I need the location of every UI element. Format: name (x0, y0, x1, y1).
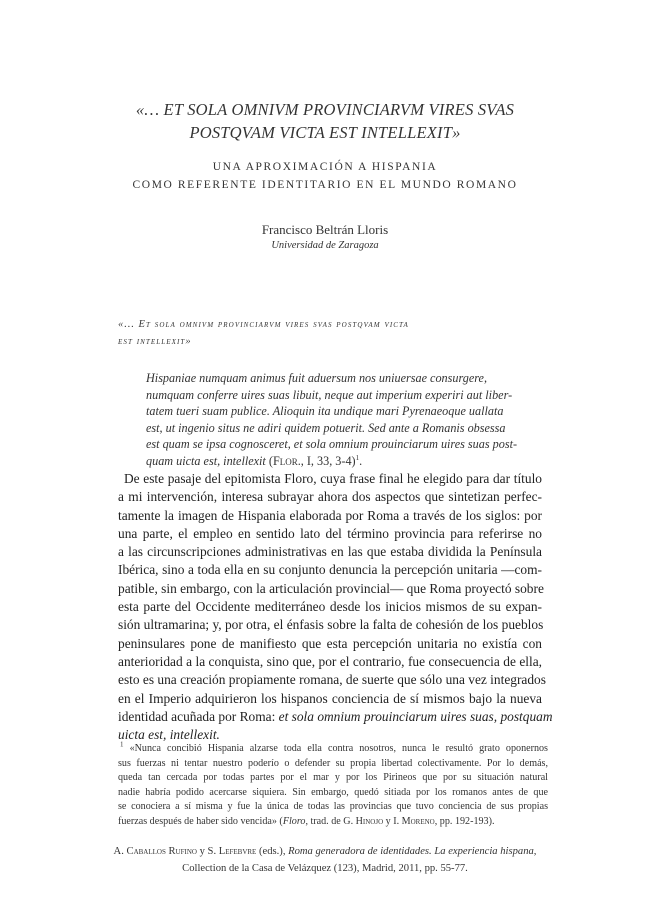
citation-footer-line-2: Collection de la Casa de Velázquez (123), Madrid, 2011, pp. 55-77. (182, 863, 468, 874)
fn-last-and: y I. (383, 815, 402, 827)
section-heading-line-1: «… Et sola omnivm provinciarvm vires svas postqvam victa (118, 319, 409, 330)
citation-end: . (359, 453, 363, 468)
footer-editor1: Caballos Rufino (126, 846, 197, 857)
footnote-line (118, 742, 548, 757)
footnote-line: queda tan cercada por todas partes por el mar y por los Pirineos que por su situación natural (118, 772, 548, 784)
footnote-line (118, 815, 548, 830)
quote-last-line (146, 453, 542, 470)
body-line: en el Imperio adquirieron los hispanos conciencia de sí mismos bajo la nueva (118, 690, 542, 706)
footnote-line: nadie habría podido acercarse siquiera. Sin embargo, quedó sitiada por los romanos antes de que (118, 786, 548, 798)
body-line: tamente la imagen de Hispania elaborada por Roma a través de los siglos: por (118, 507, 542, 523)
article-title-line-1: «… ET SOLA OMNIVM PROVINCIARVM VIRES SVAS (135, 100, 515, 119)
quote-line: numquam conferre uires suas libuit, neque aut imperium experiri aut liber- (146, 387, 513, 402)
body-line-15-latin: uicta est, intellexit. (118, 727, 220, 743)
body-line: a las circunscripciones administrativas en las que estaba dividida la Península (118, 544, 542, 560)
body-line-14-latin: et sola omnium prouinciarum uires suas, postquam (278, 708, 553, 724)
footer-book-title: Roma generadora de identidades. La experiencia hispana, (288, 846, 537, 857)
footnote (118, 742, 548, 830)
body-line: patible, sin embargo, con la articulación provincial— que Roma proyectó sobre (118, 580, 544, 596)
fn-last-prefix: fuerzas después de haber sido vencida» ( (118, 815, 283, 827)
body-line (118, 708, 553, 726)
citation-open: ( (265, 453, 273, 468)
footer-and: y S. (196, 846, 219, 857)
section-heading-line-2: est intellexit» (118, 336, 192, 347)
article-subtitle-line-2: COMO REFERENTE IDENTITARIO EN EL MUNDO ROMANO (132, 179, 518, 191)
footer-initial1: A. (113, 846, 127, 857)
fn-last-name2: Moreno (401, 815, 435, 827)
body-line: esto es una creación propiamente romana, de suerte que sólo una vez integrados (118, 672, 546, 688)
footer-eds: (eds.), (256, 846, 289, 857)
body-line: sión ultramarina; y, por otra, el énfasis sobre la falta de cohesión de los pueblos (118, 617, 544, 633)
body-line: esta parte del Occidente mediterráneo desde los inicios mismos de su expan- (118, 599, 542, 615)
quote-line: est, ut ingenio situs ne adiri quidem potuerit. Sed ante a Romanis obsessa (146, 420, 506, 435)
quote-line: tatem tueri suam publice. Alioquin ita undique mari Pyrenaeoque uallata (146, 404, 504, 419)
footnote-line: se conociera a sí misma y fue la única de todas las provincias que tuvo conciencia de sus propias (118, 801, 548, 813)
footer-editor2: Lefebvre (218, 846, 257, 857)
quote-last-text: quam uicta est, intellexit (146, 453, 266, 468)
body-line: De este pasaje del epitomista Floro, cuya frase final he elegido para dar título (124, 471, 542, 486)
body-line: una parte, el empleo en sentido lato del término provincia para referirse no (118, 525, 542, 541)
footnote-mark: 1 (120, 740, 124, 749)
article-title-line-2: POSTQVAM VICTA EST INTELLEXIT» (189, 123, 461, 142)
citation-footer-line-1 (60, 844, 590, 860)
article-subtitle-line-1: UNA APROXIMACIÓN A HISPANIA (212, 161, 438, 173)
body-line: a mi intervención, interesa subrayar ahora dos aspectos que sintetizan perfec- (118, 489, 542, 505)
citation-ref: , I, 33, 3-4) (300, 453, 356, 468)
fn-last-work: Floro (282, 815, 306, 827)
body-paragraph (118, 470, 553, 744)
body-line-14-text: identidad acuñada por Roma: (118, 708, 279, 724)
fn-last-mid: , trad. de G. (305, 815, 356, 827)
body-line: peninsulares pone de manifiesto que esta percepción unitaria no existía con (118, 635, 542, 651)
quote-line: Hispaniae numquam animus fuit aduersum nos uniuersae consurgere, (146, 371, 488, 385)
author-affiliation: Universidad de Zaragoza (271, 240, 379, 251)
body-line: anterioridad a la conquista, sino que, por el contrario, fue consecuencia de ella, (118, 653, 542, 669)
citation-author: Flor. (272, 453, 301, 468)
fn-last-name1: Hinojo (355, 815, 384, 827)
epigraph-quote (146, 370, 542, 470)
author-name: Francisco Beltrán Lloris (261, 222, 389, 237)
fn-last-end: , pp. 192-193). (434, 815, 495, 827)
quote-line: est quam se ipsa cognosceret, et sola omnium prouinciarum uires suas post- (146, 437, 518, 452)
footnote-ref-mark[interactable]: 1 (355, 453, 360, 462)
footnote-line-1-text: «Nunca concibió Hispania alzarse toda ella contra nosotros, nunca le resultó grato oponernos (123, 743, 548, 754)
body-line: Ibérica, sino a toda ella en su conjunto denuncia la percepción unitaria —com- (118, 562, 542, 578)
footnote-line: sus fuerzas ni tentar nuestro poderío o defender su propia libertad colectivamente. Por lo demás, (118, 757, 548, 769)
